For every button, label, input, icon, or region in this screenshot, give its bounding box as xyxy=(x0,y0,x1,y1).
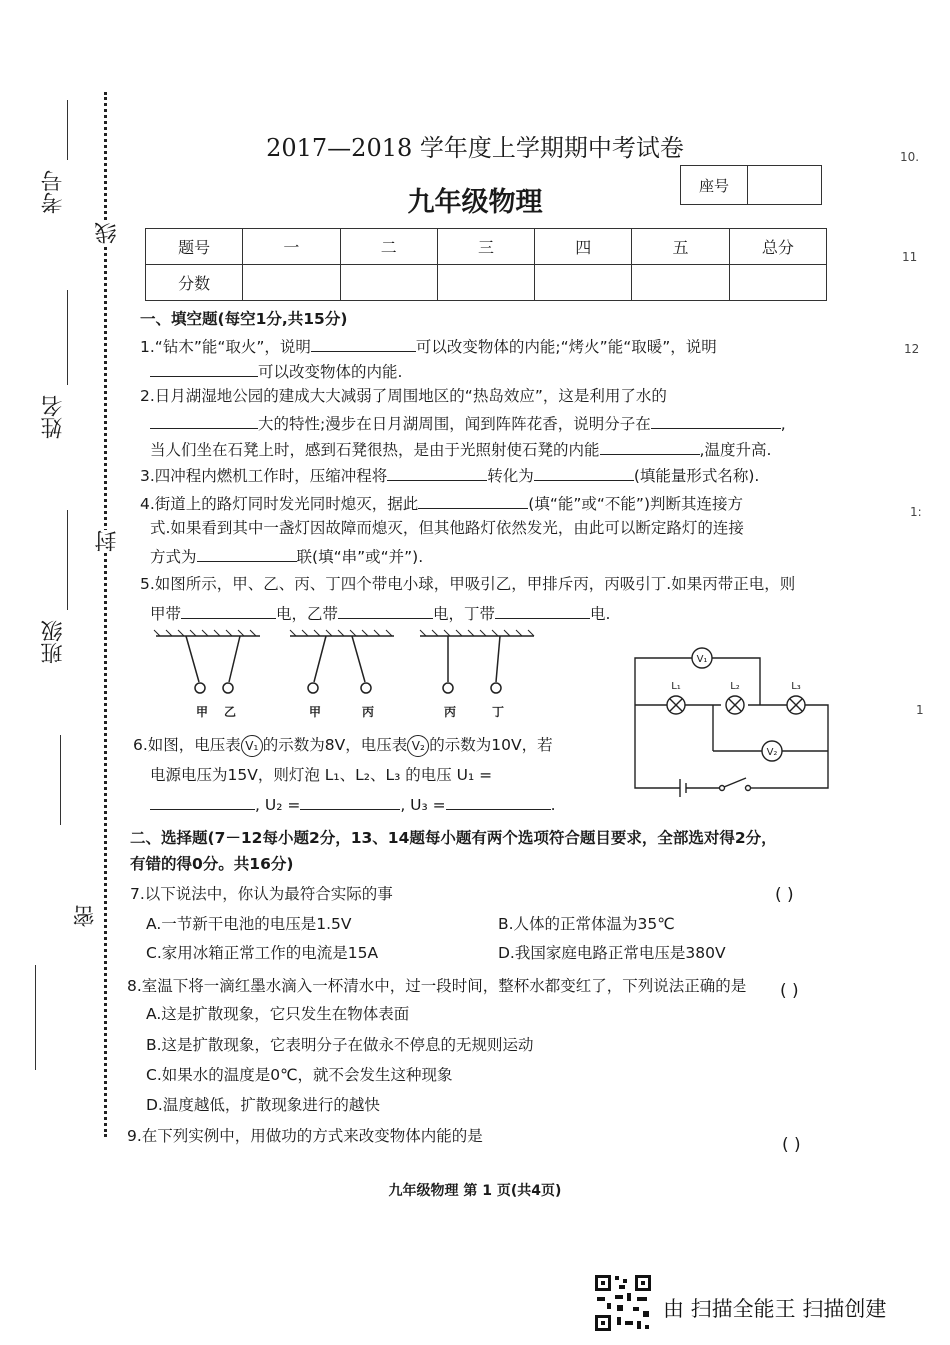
q6-text-d: , U₂ = xyxy=(255,796,301,814)
q4-text-b: (填“能”或“不能”)判断其连接方 xyxy=(528,495,744,513)
margin-line-4 xyxy=(60,735,61,825)
score-cell: 三 xyxy=(437,229,534,265)
v1-label: V₁ xyxy=(696,654,708,665)
q4-text-d: 联(填“串”或“并”). xyxy=(296,548,424,566)
seat-number-box xyxy=(680,165,822,205)
q1-line1 xyxy=(140,333,717,359)
q5-line2 xyxy=(150,600,610,626)
score-input-cell[interactable] xyxy=(535,265,632,301)
score-cell: 四 xyxy=(535,229,632,265)
q3-text-a: 3.四冲程内燃机工作时，压缩冲程将 xyxy=(140,467,388,485)
score-cell: 题号 xyxy=(146,229,243,265)
circuit-diagram xyxy=(630,645,835,805)
exam-subject: 九年级物理 xyxy=(407,187,543,218)
section2-heading-line2: 有错的得0分。共16分) xyxy=(130,855,294,873)
ball-label: 乙 xyxy=(223,705,237,719)
seal-char-secret: 密 xyxy=(70,905,101,927)
q5-text-d: 电. xyxy=(590,605,611,623)
q2-line2: 大的特性;漫步在日月湖周围，闻到阵阵花香，说明分子在 , xyxy=(150,410,786,436)
q3-text-c: (填能量形式名称). xyxy=(633,467,760,485)
q4-text-a: 4.街道上的路灯同时发光同时熄灭，据此 xyxy=(140,495,419,513)
q6-text-c: 的示数为10V，若 xyxy=(429,736,553,754)
answer-blank[interactable] xyxy=(150,358,258,377)
score-cell: 五 xyxy=(632,229,729,265)
q4-line2: 式.如果看到其中一盏灯因故障而熄灭，但其他路灯依然发光，由此可以断定路灯的连接 xyxy=(150,519,744,537)
l3-label: L₃ xyxy=(791,681,801,692)
ball-label: 丁 xyxy=(491,705,505,719)
answer-blank[interactable] xyxy=(338,600,433,619)
voltmeter-v1-icon: V₁ xyxy=(241,735,263,757)
edge-mark: 10. xyxy=(900,150,920,164)
section1-heading: 一、填空题(每空1分,共15分) xyxy=(140,310,348,328)
q3-line xyxy=(140,462,759,488)
scanner-watermark: 由 扫描全能王 扫描创建 xyxy=(663,1297,887,1321)
ball-bing-1 xyxy=(361,683,371,693)
q1-text-c: 可以改变物体的内能. xyxy=(258,363,403,381)
section2-heading-line1: 二、选择题(7－12每小题2分，13、14题每小题有两个选项符合题目要求，全部选对得2分， xyxy=(130,829,777,847)
margin-line-5 xyxy=(35,965,36,1070)
answer-blank[interactable] xyxy=(150,791,255,810)
voltmeter-v2-icon: V₂ xyxy=(407,735,429,757)
seal-dotted-line xyxy=(104,92,107,1137)
q7-option-c[interactable]: C.家用冰箱正常工作的电流是15A xyxy=(146,944,379,962)
answer-blank[interactable] xyxy=(600,436,700,455)
score-input-cell[interactable] xyxy=(340,265,437,301)
q2-text-c: 当人们坐在石凳上时，感到石凳很热，是由于光照射使石凳的内能 xyxy=(150,441,600,459)
q6-line2: 电源电压为15V，则灯泡 L₁、L₂、L₃ 的电压 U₁ = xyxy=(150,766,493,784)
q7-option-d[interactable]: D.我国家庭电路正常电压是380V xyxy=(498,944,726,962)
ball-label: 丙 xyxy=(361,705,375,719)
q6-text-b: 的示数为8V，电压表 xyxy=(262,736,408,754)
name-line xyxy=(67,290,68,385)
ball-ding xyxy=(491,683,501,693)
q6-text-e: , U₃ = xyxy=(400,796,446,814)
class-label: 班级 xyxy=(41,620,66,664)
l1-label: L₁ xyxy=(671,681,681,692)
q3-text-b: 转化为 xyxy=(487,467,534,485)
score-input-cell[interactable] xyxy=(632,265,729,301)
q1-text-a: 1.“钻木”能“取火”，说明 xyxy=(140,338,311,356)
q5-text-b: 电，乙带 xyxy=(276,605,339,623)
answer-blank[interactable] xyxy=(181,600,276,619)
q8-option-b[interactable]: B.这是扩散现象，它表明分子在做永不停息的无规则运动 xyxy=(146,1036,534,1054)
score-input-cell[interactable] xyxy=(243,265,340,301)
answer-blank[interactable] xyxy=(534,462,634,481)
answer-blank[interactable] xyxy=(446,791,551,810)
q8-option-a[interactable]: A.这是扩散现象，它只发生在物体表面 xyxy=(146,1005,410,1023)
edge-mark: 11 xyxy=(902,250,918,264)
ball-jia-2 xyxy=(308,683,318,693)
qr-code-icon xyxy=(593,1273,653,1333)
q9-stem: 9.在下列实例中，用做功的方式来改变物体内能的是 xyxy=(127,1127,483,1145)
q1-text-b: 可以改变物体的内能;“烤火”能“取暖”，说明 xyxy=(415,338,717,356)
answer-blank[interactable] xyxy=(651,410,781,429)
score-cell: 二 xyxy=(340,229,437,265)
q8-option-d[interactable]: D.温度越低，扩散现象进行的越快 xyxy=(146,1096,380,1114)
ball-label: 丙 xyxy=(443,705,457,719)
q2-text-d: ,温度升高. xyxy=(699,441,772,459)
q7-answer-paren[interactable]: ( ) xyxy=(775,885,794,905)
q7-option-a[interactable]: A.一节新干电池的电压是1.5V xyxy=(146,915,352,933)
answer-blank[interactable] xyxy=(418,490,528,509)
q4-line3 xyxy=(150,543,423,569)
edge-mark: 12 xyxy=(904,342,920,356)
edge-mark: 1: xyxy=(910,505,922,519)
q9-answer-paren[interactable]: ( ) xyxy=(782,1135,801,1155)
q1-line2 xyxy=(150,358,402,384)
answer-blank[interactable] xyxy=(150,410,258,429)
q5-text-a: 甲带 xyxy=(150,605,182,623)
q2-line3 xyxy=(150,436,771,462)
q7-option-b[interactable]: B.人体的正常体温为35℃ xyxy=(498,915,675,933)
seal-char-line: 线 xyxy=(92,222,123,244)
score-input-cell[interactable] xyxy=(729,265,826,301)
q8-answer-paren[interactable]: ( ) xyxy=(780,981,799,1001)
seat-number-label: 座号 xyxy=(681,166,748,204)
exam-title: 2017—2018 学年度上学期期中考试卷 xyxy=(266,134,684,162)
score-cell: 总分 xyxy=(729,229,826,265)
q4-text-c: 方式为 xyxy=(150,548,197,566)
q5-line1: 5.如图所示，甲、乙、丙、丁四个带电小球，甲吸引乙，甲排斥丙，丙吸引丁.如果丙带正电，则 xyxy=(140,575,796,593)
q8-option-c[interactable]: C.如果水的温度是0℃，就不会发生这种现象 xyxy=(146,1066,453,1084)
edge-mark: 1 xyxy=(916,703,924,717)
q7-stem: 7.以下说法中，你认为最符合实际的事 xyxy=(130,885,393,903)
name-label: 姓名 xyxy=(41,395,66,439)
q6-line3: , U₂ = , U₃ = . xyxy=(150,791,556,817)
v2-label: V₂ xyxy=(766,747,778,758)
answer-blank[interactable] xyxy=(197,543,297,562)
answer-blank[interactable] xyxy=(495,600,590,619)
score-cell: 一 xyxy=(243,229,340,265)
seal-char-seal: 封 xyxy=(92,530,123,552)
ball-label: 甲 xyxy=(195,705,209,719)
score-table-header-row xyxy=(146,229,827,265)
ball-jia-1 xyxy=(195,683,205,693)
score-table xyxy=(145,228,827,301)
q4-line1 xyxy=(140,490,743,516)
ball-label: 甲 xyxy=(308,705,322,719)
q2-line1: 2.日月湖湿地公园的建成大大减弱了周围地区的“热岛效应”，这是利用了水的 xyxy=(140,387,667,405)
score-row-label: 分数 xyxy=(146,265,243,301)
answer-blank[interactable] xyxy=(387,462,487,481)
exam-number-label: 考号 xyxy=(41,170,66,214)
answer-blank[interactable] xyxy=(300,791,400,810)
q8-stem: 8.室温下将一滴红墨水滴入一杯清水中，过一段时间，整杯水都变红了，下列说法正确的是 xyxy=(127,977,747,995)
q5-text-c: 电，丁带 xyxy=(433,605,496,623)
ball-bing-2 xyxy=(443,683,453,693)
l2-label: L₂ xyxy=(730,681,740,692)
page-footer: 九年级物理 第 1 页(共4页) xyxy=(388,1183,562,1199)
q6-text-a: 6.如图，电压表 xyxy=(133,736,241,754)
q2-text-b: 大的特性;漫步在日月湖周围，闻到阵阵花香，说明分子在 xyxy=(258,415,651,433)
score-table-score-row xyxy=(146,265,827,301)
score-input-cell[interactable] xyxy=(437,265,534,301)
ball-yi xyxy=(223,683,233,693)
answer-blank[interactable] xyxy=(311,333,416,352)
charged-balls-figure xyxy=(150,628,540,724)
class-line xyxy=(67,510,68,610)
q6-line1 xyxy=(133,733,553,757)
